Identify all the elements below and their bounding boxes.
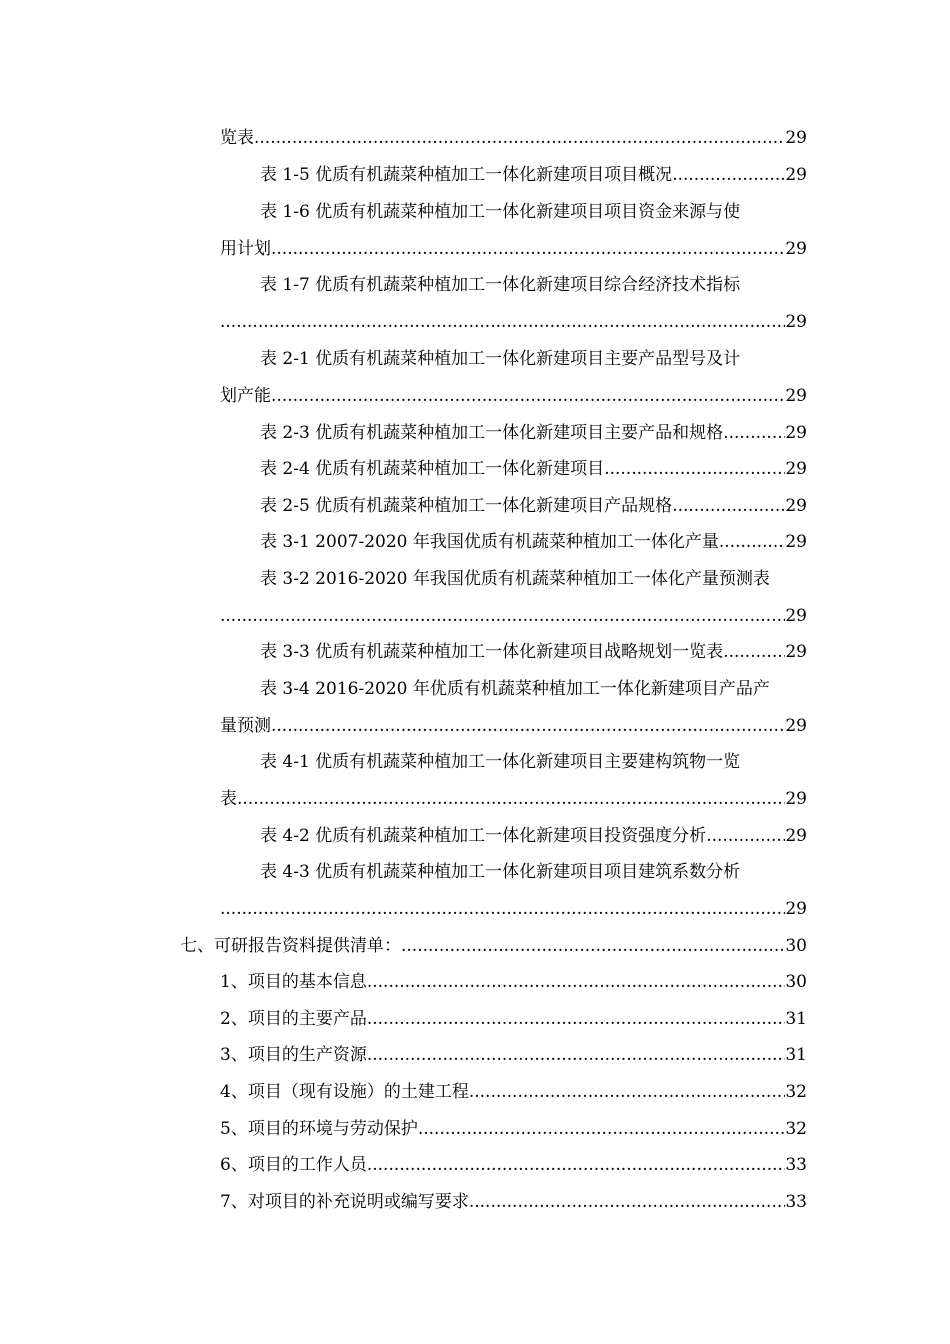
toc-entry-text: 览表	[220, 128, 254, 148]
toc-leader	[367, 968, 786, 996]
toc-entry[interactable]	[260, 822, 807, 850]
toc-page-number: 29	[785, 606, 807, 626]
toc-entry-text: 表 1-5 优质有机蔬菜种植加工一体化新建项目项目概况	[260, 165, 673, 185]
toc-entry[interactable]	[220, 1188, 807, 1216]
toc-entry-text: 表 1-7 优质有机蔬菜种植加工一体化新建项目综合经济技术指标	[260, 275, 741, 295]
toc-leader	[367, 1151, 786, 1179]
toc-entry-continuation[interactable]	[220, 895, 807, 923]
toc-leader	[401, 932, 785, 960]
toc-page-number: 30	[785, 972, 807, 992]
toc-entry-text: 量预测	[220, 716, 271, 736]
toc-page-number: 30	[785, 936, 807, 956]
toc-page-number: 33	[785, 1155, 807, 1175]
toc-leader	[604, 455, 785, 483]
toc-entry-text: 表 1-6 优质有机蔬菜种植加工一体化新建项目项目资金来源与使	[260, 202, 741, 222]
toc-entry-continuation[interactable]	[220, 382, 807, 410]
toc-entry-text: 表 2-3 优质有机蔬菜种植加工一体化新建项目主要产品和规格	[260, 423, 724, 443]
toc-entry-wrapped[interactable]	[260, 565, 807, 593]
toc-entry-continuation[interactable]	[220, 235, 807, 263]
toc-entry[interactable]	[220, 1151, 807, 1179]
toc-entry-wrapped[interactable]	[260, 858, 807, 886]
toc-leader	[220, 308, 785, 336]
toc-entry[interactable]	[260, 455, 807, 483]
toc-entry-wrapped[interactable]	[260, 345, 807, 373]
toc-page-number: 29	[785, 239, 807, 259]
toc-leader	[367, 1041, 786, 1069]
toc-entry-text: 七、可研报告资料提供清单：	[180, 936, 401, 956]
toc-entry-continuation[interactable]	[220, 602, 807, 630]
toc-leader	[719, 528, 786, 556]
toc-page-number: 29	[785, 496, 807, 516]
toc-page-number: 29	[785, 642, 807, 662]
toc-entry[interactable]	[220, 1005, 807, 1033]
toc-entry-text: 表 2-5 优质有机蔬菜种植加工一体化新建项目产品规格	[260, 496, 673, 516]
toc-entry-text: 3、项目的生产资源	[220, 1045, 367, 1065]
toc-entry-text: 用计划	[220, 239, 271, 259]
toc-entry-text: 表 2-1 优质有机蔬菜种植加工一体化新建项目主要产品型号及计	[260, 349, 741, 369]
toc-entry[interactable]	[220, 1115, 807, 1143]
toc-entry[interactable]	[260, 492, 807, 520]
toc-page-number: 31	[785, 1009, 807, 1029]
toc-page-number: 29	[785, 312, 807, 332]
toc-leader	[220, 602, 785, 630]
toc-entry[interactable]	[260, 528, 807, 556]
toc-leader	[271, 712, 785, 740]
toc-page-number: 32	[785, 1119, 807, 1139]
toc-page-number: 29	[785, 899, 807, 919]
toc-page-number: 29	[785, 165, 807, 185]
toc-entry[interactable]	[220, 1041, 807, 1069]
toc-entry[interactable]	[220, 124, 807, 152]
toc-entry[interactable]	[220, 1078, 807, 1106]
toc-leader	[220, 895, 785, 923]
toc-entry-text: 表 3-4 2016-2020 年优质有机蔬菜种植加工一体化新建项目产品产	[260, 679, 770, 699]
toc-page-number: 29	[785, 826, 807, 846]
toc-page-number: 29	[785, 386, 807, 406]
toc-entry-text: 4、项目（现有设施）的土建工程	[220, 1082, 469, 1102]
toc-entry[interactable]	[260, 161, 807, 189]
toc-leader	[271, 382, 785, 410]
toc-entry-text: 划产能	[220, 386, 271, 406]
toc-leader	[469, 1188, 786, 1216]
toc-page-number: 29	[785, 716, 807, 736]
toc-section-heading[interactable]	[180, 932, 807, 960]
toc-entry-wrapped[interactable]	[260, 271, 807, 299]
toc-entry-text: 表 4-3 优质有机蔬菜种植加工一体化新建项目项目建筑系数分析	[260, 862, 741, 882]
toc-leader	[418, 1115, 786, 1143]
toc-entry[interactable]	[260, 638, 807, 666]
toc-leader	[237, 785, 785, 813]
toc-entry-text: 7、对项目的补充说明或编写要求	[220, 1192, 469, 1212]
toc-entry-text: 表 4-1 优质有机蔬菜种植加工一体化新建项目主要建构筑物一览	[260, 752, 741, 772]
toc-entry-text: 表 4-2 优质有机蔬菜种植加工一体化新建项目投资强度分析	[260, 826, 707, 846]
toc-leader	[723, 638, 785, 666]
toc-entry-continuation[interactable]	[220, 785, 807, 813]
toc-leader	[672, 492, 785, 520]
toc-entry-text: 表	[220, 789, 237, 809]
toc-entry-wrapped[interactable]	[260, 748, 807, 776]
toc-leader	[706, 822, 785, 850]
toc-page-number: 32	[785, 1082, 807, 1102]
toc-leader	[469, 1078, 786, 1106]
toc-entry-text: 5、项目的环境与劳动保护	[220, 1119, 418, 1139]
toc-entry-text: 表 2-4 优质有机蔬菜种植加工一体化新建项目	[260, 459, 605, 479]
toc-page-number: 29	[785, 423, 807, 443]
toc-leader	[723, 419, 785, 447]
toc-page-number: 29	[785, 459, 807, 479]
toc-entry-text: 2、项目的主要产品	[220, 1009, 367, 1029]
toc-page-number: 29	[785, 789, 807, 809]
toc-leader	[672, 161, 785, 189]
toc-page-number: 31	[785, 1045, 807, 1065]
toc-entry-continuation[interactable]	[220, 712, 807, 740]
toc-page-number: 33	[785, 1192, 807, 1212]
toc-entry-wrapped[interactable]	[260, 198, 807, 226]
toc-entry-text: 1、项目的基本信息	[220, 972, 367, 992]
toc-entry-text: 表 3-3 优质有机蔬菜种植加工一体化新建项目战略规划一览表	[260, 642, 724, 662]
toc-leader	[367, 1005, 786, 1033]
toc-entry[interactable]	[220, 968, 807, 996]
toc-page-number: 29	[785, 128, 807, 148]
toc-entry-wrapped[interactable]	[260, 675, 807, 703]
toc-page-number: 29	[785, 532, 807, 552]
toc-entry-continuation[interactable]	[220, 308, 807, 336]
toc-leader	[271, 235, 785, 263]
toc-entry-text: 表 3-2 2016-2020 年我国优质有机蔬菜种植加工一体化产量预测表	[260, 569, 770, 589]
toc-entry-text: 6、项目的工作人员	[220, 1155, 367, 1175]
toc-leader	[254, 124, 785, 152]
toc-entry-text: 表 3-1 2007-2020 年我国优质有机蔬菜种植加工一体化产量	[260, 532, 719, 552]
toc-entry[interactable]	[260, 419, 807, 447]
